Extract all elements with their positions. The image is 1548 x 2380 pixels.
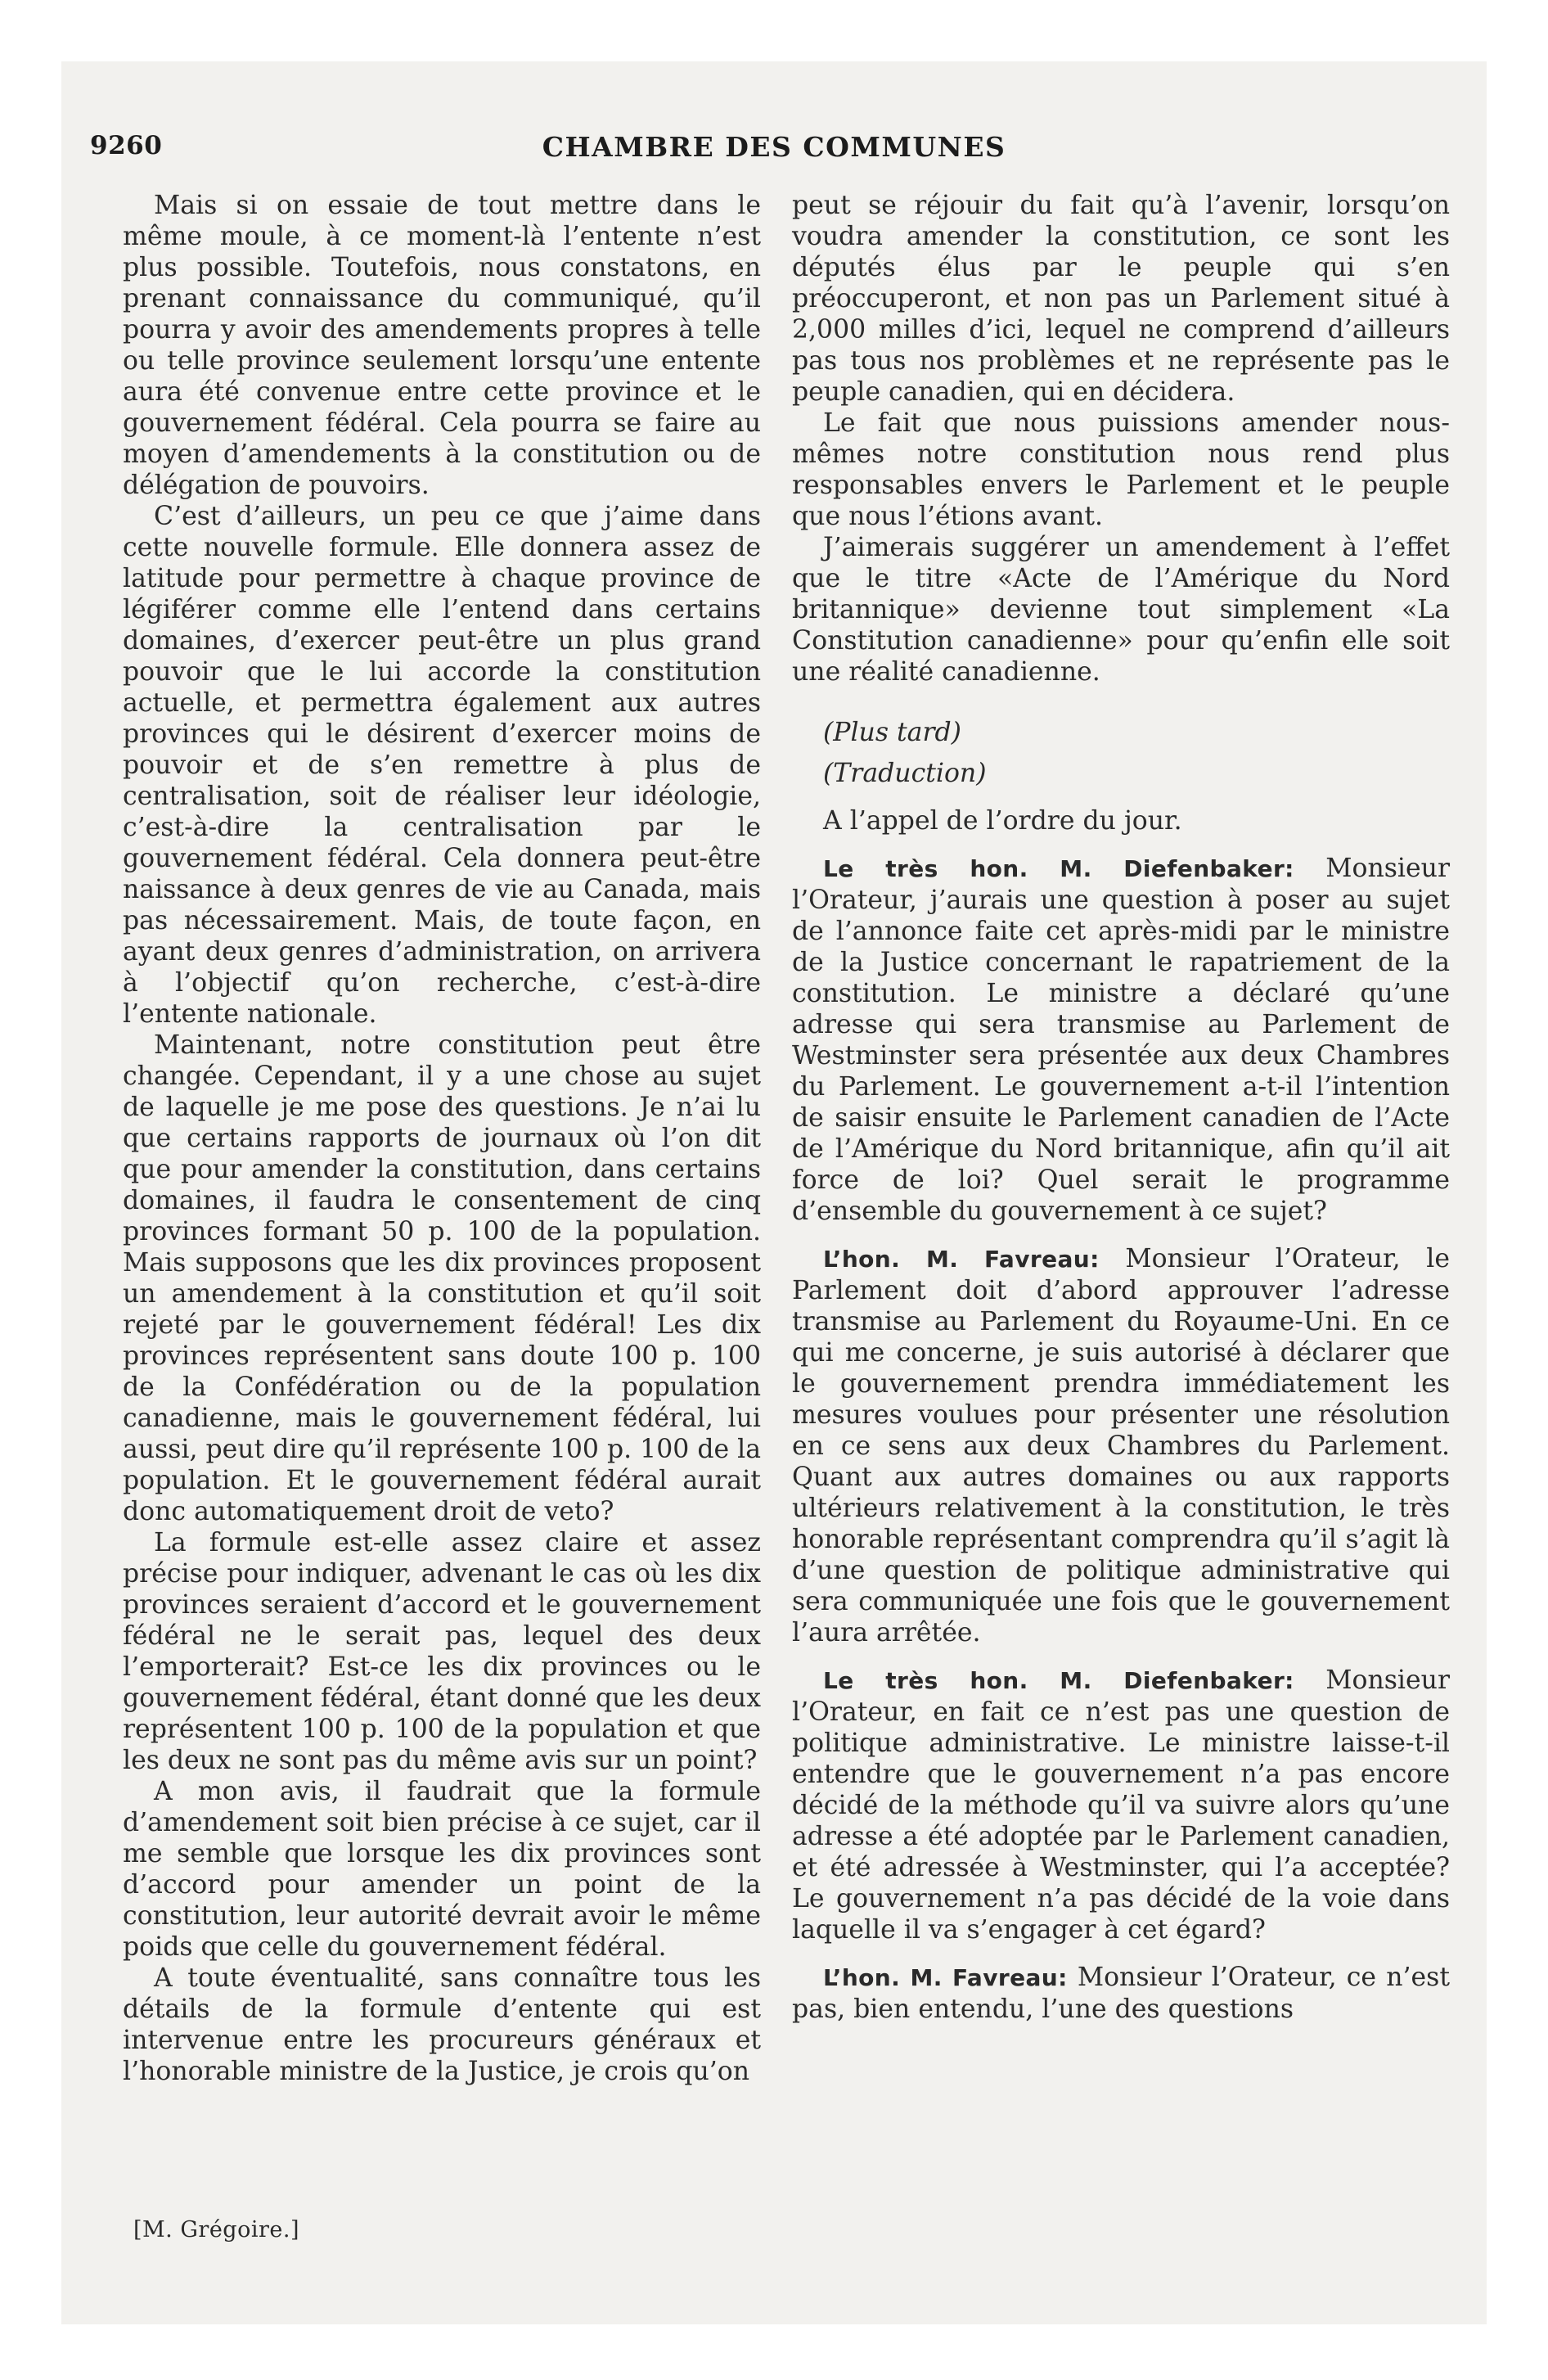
paragraph: Mais si on essaie de tout mettre dans le même moule, à ce moment-là l’entente n’est plus possible. Toutefois, nous constatons, en prenant connaissance du communiqué, qu’il pourra y avoir des amendements propres à telle ou telle province seulement lorsqu’une entente aura été convenue entre cette province et le gouvernement fédéral. Cela pourra se faire au moyen d’amendements à la constitution ou de délégation de pouvoirs. bbox=[123, 191, 761, 500]
speaker-attribution: [M. Grégoire.] bbox=[133, 2217, 299, 2243]
speaker-name: Le très hon. M. Diefenbaker: bbox=[823, 855, 1294, 882]
paragraph: Maintenant, notre constitution peut être changée. Cependant, il y a une chose au sujet de laquelle je me pose des questions. Je n’ai lu que certains rapports de journaux où l’on dit que pour amender la constitution, dans certains domaines, il faudra le consentement de cinq provinces formant 50 p. 100 de la population. Mais supposons que les dix provinces proposent un amendement à la constitution et qu’il soit rejeté par le gouvernement fédéral! Les dix provinces représentent sans doute 100 p. 100 de la Confédération ou de la population canadienne, mais le gouvernement fédéral, lui aussi, peut dire qu’il représente 100 p. 100 de la population. Et le gouvernement fédéral aurait donc automatiquement droit de veto? bbox=[123, 1030, 761, 1526]
paragraph: J’aimerais suggérer un amendement à l’effet que le titre «Acte de l’Amérique du Nord britannique» devienne tout simplement «La Constitution canadienne» pour qu’enfin elle soit une réalité canadienne. bbox=[792, 533, 1450, 687]
speaker-name: L’hon. M. Favreau: bbox=[823, 1246, 1100, 1273]
paragraph: C’est d’ailleurs, un peu ce que j’aime dans cette nouvelle formule. Elle donnera assez de latitude pour permettre à chaque province de légiférer comme elle l’entend dans certains domaines, d’exercer peut-être un plus grand pouvoir que le lui accorde la constitution actuelle, et permettra également aux autres provinces qui le désirent d’exercer moins de pouvoir et de s’en remettre à plus de centralisation, soit de réaliser leur idéologie, c’est-à-dire la centralisation par le gouvernement fédéral. Cela donnera peut-être naissance à deux genres de vie au Canada, mais pas nécessairement. Mais, de toute façon, en ayant deux genres d’administration, on arrivera à l’objectif qu’on recherche, c’est-à-dire l’entente nationale. bbox=[123, 502, 761, 1029]
running-head: CHAMBRE DES COMMUNES bbox=[542, 131, 1006, 163]
order-of-day-heading: A l’appel de l’ordre du jour. bbox=[823, 806, 1182, 836]
paragraph: Le fait que nous puissions amender nous-mêmes notre constitution nous rend plus responsables envers le Parlement et le peuple que nous l’étions avant. bbox=[792, 408, 1450, 531]
speech-text: Monsieur l’Orateur, en fait ce n’est pas une question de politique administrative. Le ministre laisse-t-il entendre que le gouvernement n’a pas encore décidé de la méthode qu’il va suivre alors qu’une adresse a été adoptée par le Parlement canadien, et été adressée à Westminster, qui l’a acceptée? Le gouvernement n’a pas décidé de la voie dans laquelle il va s’engager à cet égard? bbox=[792, 1666, 1450, 1945]
paragraph: La formule est-elle assez claire et assez précise pour indiquer, advenant le cas où les dix provinces seraient d’accord et le gouvernement fédéral ne le serait pas, lequel des deux l’emporterait? Est-ce les dix provinces ou le gouvernement fédéral, étant donné que les deux représentent 100 p. 100 de la population et que les deux ne sont pas du même avis sur un point? bbox=[123, 1528, 761, 1775]
right-column bbox=[792, 190, 1450, 2025]
paragraph: peut se réjouir du fait qu’à l’avenir, lorsqu’on voudra amender la constitution, ce sont les députés élus par le peuple qui s’en préoccuperont, et non pas un Parlement situé à 2,000 milles d’ici, lequel ne comprend d’ailleurs pas tous nos problèmes et ne représente pas le peuple canadien, qui en décidera. bbox=[792, 191, 1450, 407]
speech bbox=[792, 1243, 1450, 1648]
speech-text: Monsieur l’Orateur, ce n’est pas, bien entendu, l’une des questions bbox=[792, 1963, 1450, 2024]
paragraph: A toute éventualité, sans connaître tous les détails de la formule d’entente qui est intervenue entre les procureurs généraux et l’honorable ministre de la Justice, je crois qu’on bbox=[123, 1963, 761, 2086]
paragraph: A mon avis, il faudrait que la formule d’amendement soit bien précise à ce sujet, car il me semble que lorsque les dix provinces sont d’accord pour amender un point de la constitution, leur autorité devrait avoir le même poids que celle du gouvernement fédéral. bbox=[123, 1777, 761, 1962]
speech bbox=[792, 1665, 1450, 1945]
page-number: 9260 bbox=[90, 131, 163, 160]
speech-text: Monsieur l’Orateur, le Parlement doit d’abord approuver l’adresse transmise au Parlement du Royaume-Uni. En ce qui me concerne, je suis autorisé à déclarer que le gouvernement prendra immédiatement les mesures voulues pour présenter une résolution en ce sens aux deux Chambres du Parlement. Quant aux autres domaines ou aux rapports ultérieurs relativement à la constitution, le très honorable représentant comprendra qu’il s’agit là d’une question de politique administrative qui sera communiquée une fois que le gouvernement l’aura arrêtée. bbox=[792, 1244, 1450, 1648]
speaker-name: Le très hon. M. Diefenbaker: bbox=[823, 1667, 1294, 1694]
speech-text: Monsieur l’Orateur, j’aurais une question à poser au sujet de l’annonce faite cet après-midi par le ministre de la Justice concernant le rapatriement de la constitution. Le ministre a déclaré qu’une adresse qui sera transmise au Parlement de Westminster sera présentée aux deux Chambres du Parlement. Le gouvernement a-t-il l’intention de saisir ensuite le Parlement canadien de l’Acte de l’Amérique du Nord britannique, afin qu’il ait force de loi? Quel serait le programme d’ensemble du gouvernement à ce sujet? bbox=[792, 854, 1450, 1226]
speech bbox=[792, 853, 1450, 1227]
section-label: (Plus tard) bbox=[823, 718, 961, 747]
left-column bbox=[123, 190, 761, 2087]
speech bbox=[792, 1962, 1450, 2025]
speaker-name: L’hon. M. Favreau: bbox=[823, 1964, 1068, 1991]
section-label: (Traduction) bbox=[823, 759, 987, 788]
